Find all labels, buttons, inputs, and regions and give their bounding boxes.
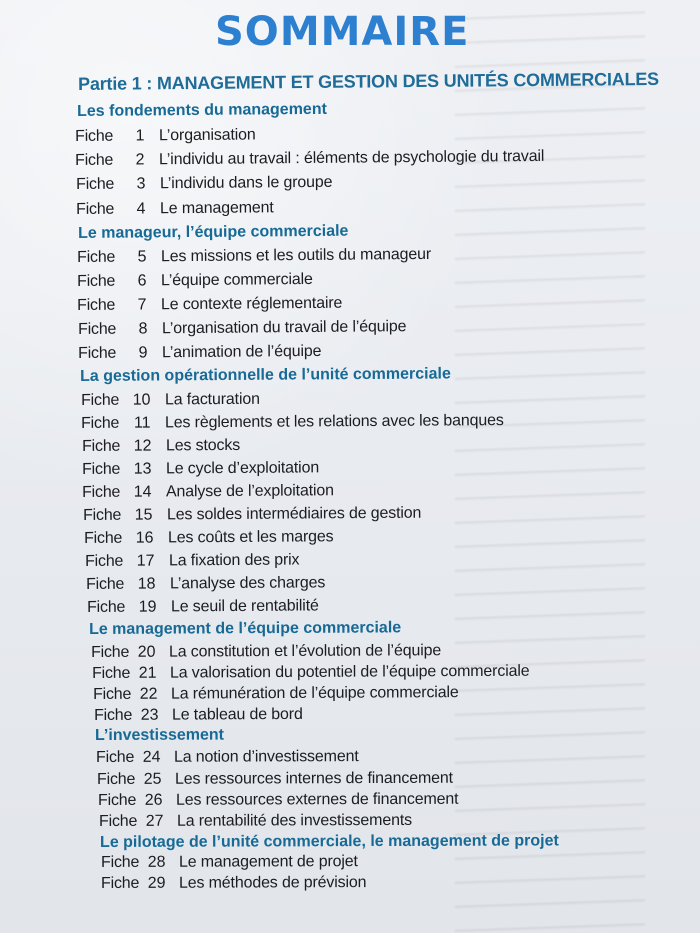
fiche-title: Le tableau de bord [171,705,303,724]
fiche-number: 9 [138,344,148,362]
section-title-pilotage: Le pilotage de l’unité commerciale, le management de projet [100,832,559,851]
fiche-word: Fiche [92,664,131,682]
fiche-word: Fiche [81,414,120,432]
fiche-word: Fiche [97,770,136,788]
toc-row [99,811,412,831]
fiche-number: 4 [136,200,146,218]
toc-row [78,342,321,363]
fiche-number: 13 [133,460,152,478]
toc-row [92,662,530,683]
section-title-manageur: Le manageur, l’équipe commerciale [78,222,349,242]
section-title-fondements: Les fondements du management [77,100,327,120]
toc-row [91,641,441,662]
fiche-title: La notion d’investissement [173,748,359,766]
fiche-number: 8 [138,320,148,338]
fiche-number: 27 [145,812,164,830]
fiche-word: Fiche [94,706,133,724]
toc-row [78,317,406,339]
fiche-title: Les règlements et les relations avec les banques [164,412,504,432]
toc-row [87,596,319,617]
fiche-number: 25 [143,770,162,788]
toc-row [86,573,325,594]
fiche-number: 24 [142,748,161,766]
fiche-number: 7 [137,296,147,314]
fiche-title: Les ressources internes de financement [174,769,453,788]
fiche-word: Fiche [75,127,114,145]
fiche-title: La valorisation du potentiel de l’équipe commerciale [169,662,530,682]
fiche-word: Fiche [83,506,122,524]
fiche-title: La rémunération de l’équipe commerciale [170,684,459,703]
fiche-number: 17 [136,552,155,570]
fiche-number: 5 [137,248,147,266]
fiche-number: 2 [135,151,145,169]
fiche-title: Le contexte réglementaire [160,294,343,314]
toc-row [101,852,358,872]
toc-row [81,411,504,433]
section-title-gestion: La gestion opérationnelle de l’unité commerciale [80,365,451,385]
toc-row [77,294,342,315]
fiche-word: Fiche [77,296,116,314]
toc-row [77,270,313,291]
fiche-word: Fiche [101,853,140,871]
fiche-title: Analyse de l’exploitation [165,482,334,501]
fiche-word: Fiche [78,344,117,362]
toc-row [82,436,240,456]
toc-row [75,125,256,146]
fiche-number: 20 [137,643,156,661]
fiche-word: Fiche [85,552,124,570]
fiche-title: Les coûts et les marges [167,528,334,547]
fiche-word: Fiche [101,874,140,892]
fiche-number: 15 [134,506,153,524]
fiche-word: Fiche [78,320,117,338]
fiche-word: Fiche [84,529,123,547]
fiche-number: 11 [133,414,151,432]
toc-row [101,873,366,893]
fiche-title: Le seuil de rentabilité [170,597,319,616]
toc-row [76,173,332,194]
fiche-word: Fiche [75,151,114,169]
toc-row [81,390,260,410]
fiche-title: La fixation des prix [168,551,300,570]
fiche-number: 21 [138,664,157,682]
fiche-word: Fiche [86,575,125,593]
fiche-title: Le management [159,199,274,218]
fiche-number: 19 [138,598,157,616]
fiche-title: Le management de projet [178,853,358,871]
toc-row [93,683,459,704]
fiche-title: Les méthodes de prévision [178,874,367,892]
fiche-number: 14 [133,483,152,501]
fiche-word: Fiche [76,200,115,218]
fiche-number: 29 [147,874,166,892]
fiche-title: Le cycle d’exploitation [165,459,320,478]
fiche-number: 28 [147,853,166,871]
fiche-word: Fiche [77,248,116,266]
section-title-investissement: L’investissement [95,726,225,744]
fiche-number: 26 [144,791,163,809]
toc-row [82,458,319,479]
toc-row [98,790,458,810]
fiche-word: Fiche [81,391,120,409]
toc-row [97,769,453,789]
toc-row [83,504,421,525]
toc-row [85,551,299,571]
toc-row [77,245,431,267]
part-title: Partie 1 : MANAGEMENT ET GESTION DES UNITÉS COMMERCIALES [78,68,660,94]
fiche-title: La facturation [164,390,260,409]
fiche-title: La constitution et l’évolution de l’équipe [168,642,442,661]
fiche-title: Les ressources externes de financement [175,790,459,809]
fiche-word: Fiche [76,175,115,193]
fiche-title: Les soldes intermédiaires de gestion [166,504,422,524]
fiche-title: L’analyse des charges [169,574,326,593]
fiche-number: 10 [132,391,151,409]
fiche-title: L’organisation du travail de l’équipe [161,318,407,338]
fiche-word: Fiche [96,748,135,766]
fiche-title: L’individu dans le groupe [159,173,333,193]
fiche-word: Fiche [93,685,132,703]
fiche-title: L’animation de l’équipe [161,342,322,362]
fiche-number: 22 [139,685,158,703]
fiche-word: Fiche [87,598,126,616]
fiche-title: Les missions et les outils du manageur [160,245,432,266]
fiche-number: 3 [136,175,146,193]
toc-row [76,198,274,219]
fiche-number: 16 [135,529,154,547]
fiche-word: Fiche [82,437,121,455]
fiche-word: Fiche [99,812,138,830]
fiche-word: Fiche [77,272,116,290]
fiche-word: Fiche [98,791,137,809]
fiche-word: Fiche [82,460,121,478]
toc-row [82,481,334,502]
page-title: SOMMAIRE [215,9,470,55]
fiche-number: 12 [133,437,152,455]
fiche-word: Fiche [91,643,130,661]
fiche-number: 23 [140,706,159,724]
fiche-number: 1 [135,127,145,145]
fiche-title: L’équipe commerciale [160,270,313,290]
fiche-title: Les stocks [165,436,241,455]
fiche-word: Fiche [82,483,121,501]
fiche-number: 6 [137,272,147,290]
toc-row [84,527,334,548]
fiche-title: L’individu au travail : éléments de psychologie du travail [158,147,545,169]
section-title-management-equipe: Le management de l’équipe commerciale [89,619,402,638]
fiche-title: L’organisation [158,126,256,145]
toc-row [94,705,303,725]
toc-row [96,747,359,767]
fiche-title: La rentabilité des investissements [176,811,412,830]
fiche-number: 18 [137,575,156,593]
show-through-text [455,0,645,933]
